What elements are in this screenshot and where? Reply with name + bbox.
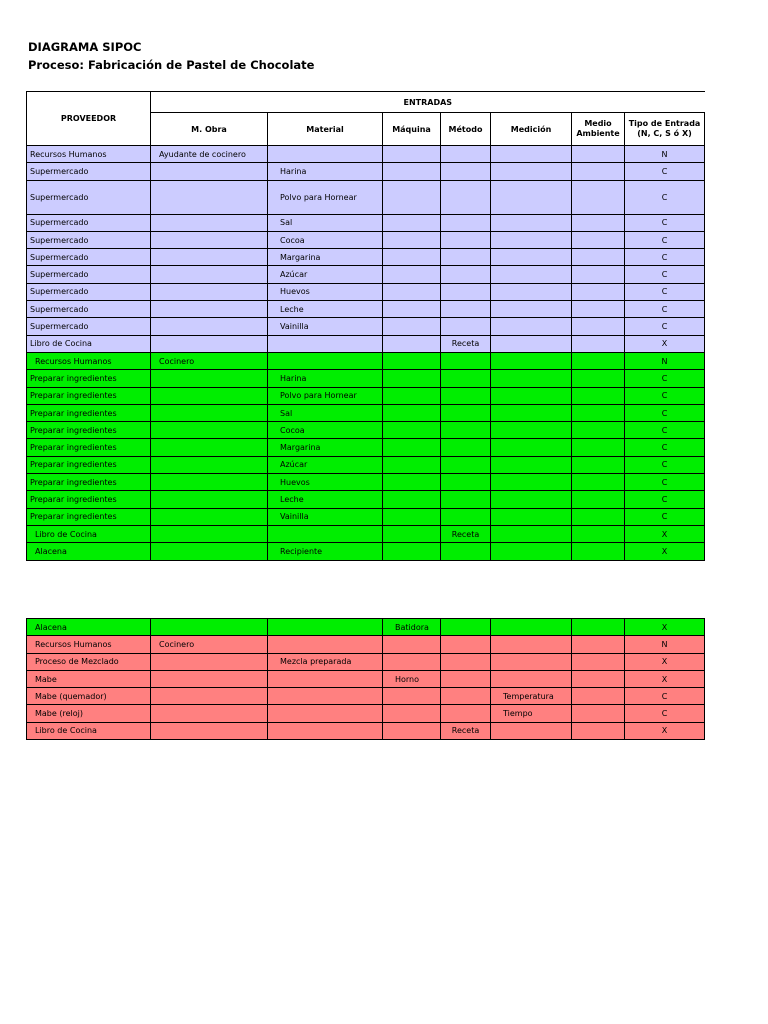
- metodo-cell: [441, 266, 491, 283]
- header-medicion: Medición: [491, 113, 572, 146]
- proveedor-cell: Mabe: [27, 670, 151, 687]
- maquina-cell: Batidora: [383, 619, 441, 636]
- medicion-cell: [491, 266, 572, 283]
- material-cell: [268, 688, 383, 705]
- medio-ambiente-cell: [572, 636, 625, 653]
- material-cell: [268, 722, 383, 739]
- maquina-cell: [383, 688, 441, 705]
- proveedor-cell: Preparar ingredientes: [27, 404, 151, 421]
- tipo-entrada-cell: C: [625, 301, 705, 318]
- mano-obra-cell: [151, 214, 268, 231]
- proveedor-cell: Mabe (reloj): [27, 705, 151, 722]
- material-cell: [268, 335, 383, 352]
- material-cell: Leche: [268, 491, 383, 508]
- tipo-entrada-cell: C: [625, 249, 705, 266]
- proveedor-cell: Libro de Cocina: [27, 722, 151, 739]
- maquina-cell: [383, 705, 441, 722]
- table-row: [27, 636, 705, 653]
- material-cell: [268, 146, 383, 163]
- tipo-entrada-cell: N: [625, 146, 705, 163]
- medio-ambiente-cell: [572, 318, 625, 335]
- tipo-entrada-cell: C: [625, 688, 705, 705]
- material-cell: [268, 619, 383, 636]
- tipo-entrada-cell: C: [625, 387, 705, 404]
- proveedor-cell: Preparar ingredientes: [27, 422, 151, 439]
- maquina-cell: [383, 525, 441, 542]
- metodo-cell: [441, 508, 491, 525]
- medio-ambiente-cell: [572, 180, 625, 214]
- medio-ambiente-cell: [572, 387, 625, 404]
- table-row: [27, 301, 705, 318]
- metodo-cell: [441, 370, 491, 387]
- proveedor-cell: Supermercado: [27, 283, 151, 300]
- table-row: [27, 266, 705, 283]
- table-row: [27, 318, 705, 335]
- table-row: [27, 456, 705, 473]
- proveedor-cell: Alacena: [27, 543, 151, 560]
- mano-obra-cell: [151, 439, 268, 456]
- medicion-cell: [491, 335, 572, 352]
- medicion-cell: [491, 653, 572, 670]
- material-cell: [268, 670, 383, 687]
- proveedor-cell: Supermercado: [27, 318, 151, 335]
- sipoc-table-baking: [26, 618, 705, 740]
- table-row: [27, 352, 705, 369]
- table-row: [27, 180, 705, 214]
- medio-ambiente-cell: [572, 214, 625, 231]
- medicion-cell: [491, 249, 572, 266]
- proveedor-cell: Recursos Humanos: [27, 636, 151, 653]
- metodo-cell: [441, 249, 491, 266]
- proveedor-cell: Supermercado: [27, 266, 151, 283]
- mano-obra-cell: [151, 705, 268, 722]
- sipoc-table-main: [26, 91, 705, 561]
- proveedor-cell: Preparar ingredientes: [27, 387, 151, 404]
- table-row: [27, 283, 705, 300]
- metodo-cell: [441, 318, 491, 335]
- metodo-cell: [441, 301, 491, 318]
- medio-ambiente-cell: [572, 422, 625, 439]
- medio-ambiente-cell: [572, 688, 625, 705]
- medicion-cell: [491, 439, 572, 456]
- medio-ambiente-cell: [572, 404, 625, 421]
- proveedor-cell: Preparar ingredientes: [27, 439, 151, 456]
- metodo-cell: Receta: [441, 525, 491, 542]
- table-row: [27, 335, 705, 352]
- material-cell: Margarina: [268, 439, 383, 456]
- tipo-entrada-cell: C: [625, 422, 705, 439]
- medicion-cell: [491, 491, 572, 508]
- material-cell: Sal: [268, 214, 383, 231]
- maquina-cell: [383, 266, 441, 283]
- mano-obra-cell: [151, 722, 268, 739]
- maquina-cell: [383, 456, 441, 473]
- mano-obra-cell: [151, 653, 268, 670]
- table-row: [27, 163, 705, 180]
- tipo-entrada-cell: C: [625, 214, 705, 231]
- document-title: DIAGRAMA SIPOC: [28, 40, 142, 54]
- proveedor-cell: Preparar ingredientes: [27, 508, 151, 525]
- material-cell: [268, 705, 383, 722]
- material-cell: [268, 636, 383, 653]
- table-row: [27, 653, 705, 670]
- medio-ambiente-cell: [572, 653, 625, 670]
- tipo-entrada-cell: N: [625, 636, 705, 653]
- maquina-cell: [383, 387, 441, 404]
- table-row: [27, 387, 705, 404]
- header-entradas: ENTRADAS: [151, 92, 705, 113]
- tipo-entrada-cell: X: [625, 543, 705, 560]
- maquina-cell: [383, 439, 441, 456]
- table-row: [27, 722, 705, 739]
- medio-ambiente-cell: [572, 525, 625, 542]
- header-metodo: Método: [441, 113, 491, 146]
- maquina-cell: [383, 508, 441, 525]
- maquina-cell: [383, 352, 441, 369]
- medicion-cell: [491, 370, 572, 387]
- medicion-cell: [491, 387, 572, 404]
- maquina-cell: Horno: [383, 670, 441, 687]
- proveedor-cell: Libro de Cocina: [27, 525, 151, 542]
- medicion-cell: [491, 318, 572, 335]
- material-cell: Huevos: [268, 474, 383, 491]
- medio-ambiente-cell: [572, 705, 625, 722]
- tipo-entrada-cell: C: [625, 491, 705, 508]
- tipo-entrada-cell: C: [625, 404, 705, 421]
- table-row: [27, 370, 705, 387]
- material-cell: Azúcar: [268, 456, 383, 473]
- maquina-cell: [383, 543, 441, 560]
- metodo-cell: [441, 422, 491, 439]
- material-cell: Recipiente: [268, 543, 383, 560]
- medio-ambiente-cell: [572, 722, 625, 739]
- medicion-cell: [491, 543, 572, 560]
- main-table-body: [27, 146, 705, 561]
- material-cell: Harina: [268, 370, 383, 387]
- metodo-cell: [441, 456, 491, 473]
- tipo-entrada-cell: C: [625, 283, 705, 300]
- tipo-entrada-cell: X: [625, 722, 705, 739]
- medio-ambiente-cell: [572, 508, 625, 525]
- mano-obra-cell: [151, 370, 268, 387]
- header-material: Material: [268, 113, 383, 146]
- medio-ambiente-cell: [572, 474, 625, 491]
- mano-obra-cell: [151, 422, 268, 439]
- table-row: [27, 491, 705, 508]
- mano-obra-cell: [151, 249, 268, 266]
- table-row: [27, 525, 705, 542]
- table-row: [27, 670, 705, 687]
- tipo-entrada-cell: N: [625, 352, 705, 369]
- tipo-entrada-cell: X: [625, 653, 705, 670]
- mano-obra-cell: [151, 283, 268, 300]
- medicion-cell: [491, 214, 572, 231]
- tipo-entrada-cell: C: [625, 456, 705, 473]
- medicion-cell: [491, 722, 572, 739]
- metodo-cell: [441, 180, 491, 214]
- metodo-cell: [441, 670, 491, 687]
- proveedor-cell: Supermercado: [27, 301, 151, 318]
- maquina-cell: [383, 722, 441, 739]
- mano-obra-cell: [151, 231, 268, 248]
- medio-ambiente-cell: [572, 619, 625, 636]
- metodo-cell: [441, 146, 491, 163]
- maquina-cell: [383, 404, 441, 421]
- mano-obra-cell: [151, 404, 268, 421]
- maquina-cell: [383, 422, 441, 439]
- material-cell: Margarina: [268, 249, 383, 266]
- proveedor-cell: Supermercado: [27, 163, 151, 180]
- proveedor-cell: Mabe (quemador): [27, 688, 151, 705]
- metodo-cell: [441, 543, 491, 560]
- proveedor-cell: Preparar ingredientes: [27, 456, 151, 473]
- mano-obra-cell: Ayudante de cocinero: [151, 146, 268, 163]
- maquina-cell: [383, 249, 441, 266]
- medicion-cell: Temperatura: [491, 688, 572, 705]
- mano-obra-cell: [151, 543, 268, 560]
- maquina-cell: [383, 491, 441, 508]
- material-cell: Harina: [268, 163, 383, 180]
- proveedor-cell: Supermercado: [27, 231, 151, 248]
- maquina-cell: [383, 180, 441, 214]
- mano-obra-cell: [151, 387, 268, 404]
- tipo-entrada-cell: C: [625, 163, 705, 180]
- medicion-cell: [491, 525, 572, 542]
- medicion-cell: [491, 163, 572, 180]
- maquina-cell: [383, 214, 441, 231]
- medio-ambiente-cell: [572, 543, 625, 560]
- tipo-entrada-cell: C: [625, 370, 705, 387]
- table-row: [27, 214, 705, 231]
- medicion-cell: [491, 474, 572, 491]
- maquina-cell: [383, 301, 441, 318]
- mano-obra-cell: [151, 318, 268, 335]
- material-cell: [268, 525, 383, 542]
- metodo-cell: [441, 283, 491, 300]
- maquina-cell: [383, 636, 441, 653]
- maquina-cell: [383, 474, 441, 491]
- medicion-cell: [491, 283, 572, 300]
- header-m-obra: M. Obra: [151, 113, 268, 146]
- maquina-cell: [383, 318, 441, 335]
- proveedor-cell: Supermercado: [27, 249, 151, 266]
- medicion-cell: Tiempo: [491, 705, 572, 722]
- proveedor-cell: Preparar ingredientes: [27, 491, 151, 508]
- tipo-entrada-cell: C: [625, 705, 705, 722]
- medio-ambiente-cell: [572, 283, 625, 300]
- table-row: [27, 705, 705, 722]
- header-tipo-entrada: Tipo de Entrada (N, C, S ó X): [625, 113, 705, 146]
- proveedor-cell: Recursos Humanos: [27, 352, 151, 369]
- medio-ambiente-cell: [572, 439, 625, 456]
- medio-ambiente-cell: [572, 335, 625, 352]
- metodo-cell: Receta: [441, 722, 491, 739]
- medicion-cell: [491, 231, 572, 248]
- mano-obra-cell: [151, 525, 268, 542]
- material-cell: Azúcar: [268, 266, 383, 283]
- medicion-cell: [491, 636, 572, 653]
- medicion-cell: [491, 456, 572, 473]
- maquina-cell: [383, 163, 441, 180]
- metodo-cell: [441, 352, 491, 369]
- proveedor-cell: Recursos Humanos: [27, 146, 151, 163]
- mano-obra-cell: [151, 688, 268, 705]
- medio-ambiente-cell: [572, 670, 625, 687]
- metodo-cell: [441, 491, 491, 508]
- header-maquina: Máquina: [383, 113, 441, 146]
- tipo-entrada-cell: X: [625, 335, 705, 352]
- tipo-entrada-cell: X: [625, 525, 705, 542]
- mano-obra-cell: [151, 456, 268, 473]
- table-row: [27, 688, 705, 705]
- proveedor-cell: Preparar ingredientes: [27, 370, 151, 387]
- medio-ambiente-cell: [572, 491, 625, 508]
- baking-table-body: [27, 619, 705, 740]
- proveedor-cell: Supermercado: [27, 180, 151, 214]
- material-cell: Vainilla: [268, 318, 383, 335]
- process-subtitle: Proceso: Fabricación de Pastel de Chocolate: [28, 58, 315, 72]
- maquina-cell: [383, 283, 441, 300]
- mano-obra-cell: [151, 619, 268, 636]
- medicion-cell: [491, 508, 572, 525]
- table-row: [27, 249, 705, 266]
- metodo-cell: [441, 705, 491, 722]
- tipo-entrada-cell: C: [625, 231, 705, 248]
- table-row: [27, 474, 705, 491]
- table-row: [27, 619, 705, 636]
- mano-obra-cell: Cocinero: [151, 352, 268, 369]
- metodo-cell: [441, 214, 491, 231]
- maquina-cell: [383, 370, 441, 387]
- material-cell: Leche: [268, 301, 383, 318]
- table-row: [27, 422, 705, 439]
- table-row: [27, 439, 705, 456]
- mano-obra-cell: [151, 180, 268, 214]
- header-proveedor: PROVEEDOR: [27, 92, 151, 146]
- material-cell: Polvo para Hornear: [268, 387, 383, 404]
- metodo-cell: [441, 163, 491, 180]
- header-medio-ambiente: Medio Ambiente: [572, 113, 625, 146]
- medicion-cell: [491, 352, 572, 369]
- medio-ambiente-cell: [572, 249, 625, 266]
- mano-obra-cell: [151, 301, 268, 318]
- medio-ambiente-cell: [572, 370, 625, 387]
- maquina-cell: [383, 231, 441, 248]
- mano-obra-cell: [151, 335, 268, 352]
- maquina-cell: [383, 335, 441, 352]
- medicion-cell: [491, 670, 572, 687]
- metodo-cell: [441, 653, 491, 670]
- tipo-entrada-cell: C: [625, 266, 705, 283]
- material-cell: Cocoa: [268, 231, 383, 248]
- tipo-entrada-cell: C: [625, 508, 705, 525]
- table-row: [27, 231, 705, 248]
- metodo-cell: [441, 231, 491, 248]
- medio-ambiente-cell: [572, 231, 625, 248]
- metodo-cell: [441, 387, 491, 404]
- medicion-cell: [491, 301, 572, 318]
- metodo-cell: [441, 688, 491, 705]
- material-cell: [268, 352, 383, 369]
- mano-obra-cell: [151, 491, 268, 508]
- material-cell: Vainilla: [268, 508, 383, 525]
- medicion-cell: [491, 146, 572, 163]
- metodo-cell: [441, 636, 491, 653]
- mano-obra-cell: [151, 163, 268, 180]
- tipo-entrada-cell: X: [625, 670, 705, 687]
- table-row: [27, 508, 705, 525]
- material-cell: Huevos: [268, 283, 383, 300]
- tipo-entrada-cell: C: [625, 439, 705, 456]
- metodo-cell: [441, 404, 491, 421]
- metodo-cell: [441, 619, 491, 636]
- medicion-cell: [491, 180, 572, 214]
- material-cell: Sal: [268, 404, 383, 421]
- medio-ambiente-cell: [572, 163, 625, 180]
- tipo-entrada-cell: C: [625, 318, 705, 335]
- table-row: [27, 543, 705, 560]
- mano-obra-cell: Cocinero: [151, 636, 268, 653]
- medio-ambiente-cell: [572, 146, 625, 163]
- medio-ambiente-cell: [572, 352, 625, 369]
- medicion-cell: [491, 422, 572, 439]
- medio-ambiente-cell: [572, 301, 625, 318]
- tipo-entrada-cell: C: [625, 474, 705, 491]
- material-cell: Polvo para Hornear: [268, 180, 383, 214]
- mano-obra-cell: [151, 508, 268, 525]
- medio-ambiente-cell: [572, 456, 625, 473]
- tipo-entrada-cell: C: [625, 180, 705, 214]
- material-cell: Mezcla preparada: [268, 653, 383, 670]
- proveedor-cell: Preparar ingredientes: [27, 474, 151, 491]
- mano-obra-cell: [151, 670, 268, 687]
- metodo-cell: [441, 439, 491, 456]
- metodo-cell: [441, 474, 491, 491]
- proveedor-cell: Libro de Cocina: [27, 335, 151, 352]
- material-cell: Cocoa: [268, 422, 383, 439]
- tipo-entrada-cell: X: [625, 619, 705, 636]
- mano-obra-cell: [151, 266, 268, 283]
- proveedor-cell: Alacena: [27, 619, 151, 636]
- table-row: [27, 146, 705, 163]
- mano-obra-cell: [151, 474, 268, 491]
- table-row: [27, 404, 705, 421]
- maquina-cell: [383, 653, 441, 670]
- medio-ambiente-cell: [572, 266, 625, 283]
- metodo-cell: Receta: [441, 335, 491, 352]
- proveedor-cell: Supermercado: [27, 214, 151, 231]
- maquina-cell: [383, 146, 441, 163]
- proveedor-cell: Proceso de Mezclado: [27, 653, 151, 670]
- medicion-cell: [491, 619, 572, 636]
- medicion-cell: [491, 404, 572, 421]
